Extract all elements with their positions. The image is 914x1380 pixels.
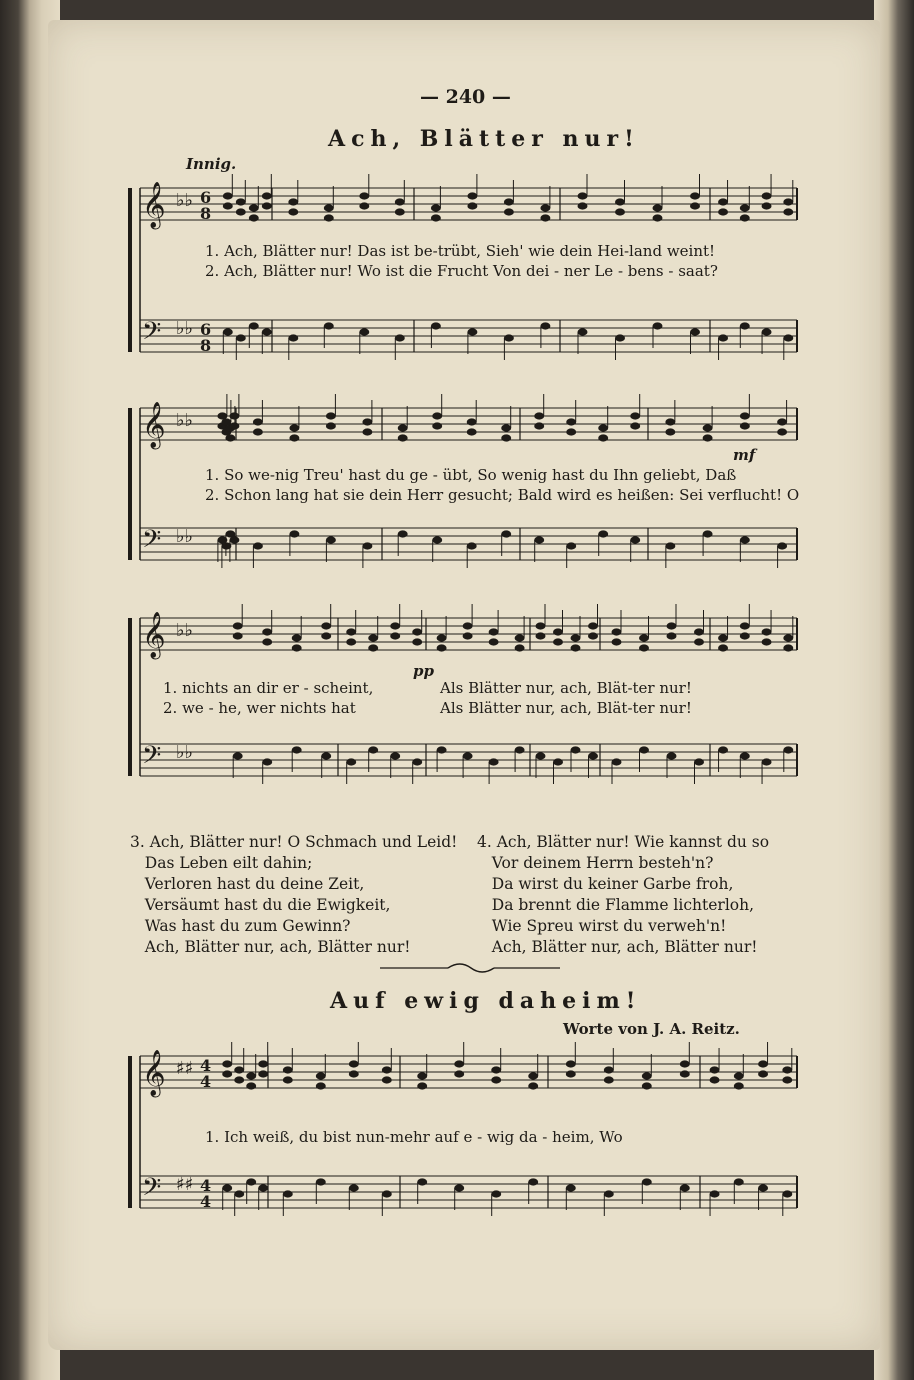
system-4-note [491, 1066, 501, 1073]
system-4-note [349, 1184, 359, 1191]
system-1-note [467, 192, 477, 199]
system-3-note [292, 634, 302, 641]
system-3-note [489, 628, 499, 635]
system-1-note [762, 328, 772, 335]
system-4-note [604, 1066, 614, 1073]
system-3-note [515, 644, 525, 651]
s1-sys1-verse1: 1. Ach, Blätter nur! Das ist be-trübt, Sieh' wie dein Hei-land weint! [205, 242, 716, 260]
system-1-note [540, 204, 550, 211]
system-2-bass-clef-icon: 𝄢 [142, 525, 162, 560]
dynamic-mf: mf [733, 446, 756, 464]
system-3-note [368, 644, 378, 651]
system-4-note [604, 1190, 614, 1197]
time-signature-icon: 6 [200, 188, 212, 207]
system-4-note [349, 1060, 359, 1067]
system-2-note [630, 536, 640, 543]
system-3-note [412, 638, 422, 645]
system-2-note [326, 536, 336, 543]
system-4-note [710, 1076, 720, 1083]
system-2-note [665, 428, 675, 435]
system-3-note [390, 622, 400, 629]
page-number: — 240 — [420, 86, 511, 108]
system-1-key-signature-icon: ♭♭ [176, 190, 193, 211]
system-1-note [762, 192, 772, 199]
system-3-note [412, 758, 422, 765]
system-4-note [283, 1066, 293, 1073]
system-4-note [454, 1070, 464, 1077]
system-3-note [740, 632, 750, 639]
system-4-note [454, 1184, 464, 1191]
system-4-note [316, 1082, 326, 1089]
system-4-note [710, 1190, 720, 1197]
system-4-note [316, 1072, 326, 1079]
system-1-note [395, 208, 405, 215]
system-3-note [321, 632, 331, 639]
system-1-note [223, 202, 233, 209]
system-1-note [262, 328, 272, 335]
system-1-note [249, 204, 259, 211]
time-signature-icon: 4 [200, 1056, 212, 1075]
system-2-note [398, 530, 408, 537]
system-3-note [639, 634, 649, 641]
system-4-note [758, 1060, 768, 1067]
system-3-note [553, 628, 563, 635]
system-4-note [246, 1072, 256, 1079]
system-4-note [566, 1184, 576, 1191]
system-2-brace [128, 408, 132, 560]
system-1-note [615, 334, 625, 341]
system-4-note [758, 1184, 768, 1191]
system-2-note [326, 422, 336, 429]
system-2-note [432, 412, 442, 419]
system-4-note [349, 1070, 359, 1077]
system-4-note [566, 1070, 576, 1077]
time-signature-icon: 4 [200, 1192, 212, 1211]
system-3-note [740, 752, 750, 759]
system-3-note [571, 634, 581, 641]
system-1-note [718, 334, 728, 341]
system-4-note [234, 1066, 244, 1073]
system-3-treble-clef-icon: 𝄞 [142, 612, 166, 658]
verse-4: 4. Ach, Blätter nur! Wie kannst du so Vor deinem Herrn besteh'n? Da wirst du keiner Garbe froh, Da brennt die Flamme lichterloh, Wie Spreu wirst du verweh'n! Ach, Blätter nur, ach, Blätter nur! [477, 833, 770, 956]
system-4-note [234, 1076, 244, 1083]
system-2-note [229, 422, 239, 429]
system-3-note [463, 622, 473, 629]
system-2-note [740, 422, 750, 429]
system-1-note [324, 214, 334, 221]
s1-sys2-verse2: 2. Schon lang hat sie dein Herr gesucht; Bald wird es heißen: Sei verflucht! O [205, 486, 800, 504]
s1-sys1-verse2: 2. Ach, Blätter nur! Wo ist die Frucht Von dei - ner Le - bens - saat? [205, 262, 718, 280]
system-4-note [258, 1070, 268, 1077]
system-3-note [390, 632, 400, 639]
system-2-note [253, 542, 263, 549]
system-2-note [534, 422, 544, 429]
system-2-note [253, 418, 263, 425]
system-3-note [346, 638, 356, 645]
system-4-note [283, 1190, 293, 1197]
system-3-note [762, 628, 772, 635]
system-4-note [710, 1066, 720, 1073]
system-4-note [234, 1190, 244, 1197]
system-1-note [578, 202, 588, 209]
system-1-note [762, 202, 772, 209]
system-2-note [362, 428, 372, 435]
system-1-note [288, 334, 298, 341]
time-signature-icon: 8 [200, 204, 212, 223]
system-3-note [740, 622, 750, 629]
system-3-note [694, 638, 704, 645]
song2-title: Auf ewig daheim! [330, 988, 642, 1014]
system-3-note [694, 628, 704, 635]
system-1-note [540, 322, 550, 329]
system-4-key-signature-icon: ♯♯ [176, 1058, 194, 1079]
system-1-treble-clef-icon: 𝄞 [142, 182, 166, 228]
system-2-note [467, 418, 477, 425]
system-2-note [534, 536, 544, 543]
s1-sys2-verse1: 1. So we-nig Treu' hast du ge - übt, So wenig hast du Ihn geliebt, Daß [205, 466, 737, 484]
system-4-note [782, 1076, 792, 1083]
system-2-note [362, 418, 372, 425]
s1-sys3-verse1b: Als Blätter nur, ach, Blät-ter nur! [440, 679, 692, 697]
system-1-note [690, 328, 700, 335]
system-4-note [382, 1190, 392, 1197]
song1-title: Ach, Blätter nur! [328, 126, 640, 152]
system-2-note [253, 428, 263, 435]
verse-3: 3. Ach, Blätter nur! O Schmach und Leid! Das Leben eilt dahin; Verloren hast du deine Zeit, Versäumt hast du die Ewigkeit, Was hast du zum Gewinn? Ach, Blätter nur, ach, Blätter nur! [130, 833, 458, 956]
system-4-note [382, 1066, 392, 1073]
system-4-note [491, 1190, 501, 1197]
system-2-note [665, 418, 675, 425]
system-1-note [615, 208, 625, 215]
system-1-note [653, 214, 663, 221]
system-2-note [777, 542, 787, 549]
system-4-note [528, 1178, 538, 1185]
system-3-note [639, 644, 649, 651]
system-4-note [734, 1082, 744, 1089]
system-1-note [504, 208, 514, 215]
system-3-note [762, 638, 772, 645]
system-3-note [463, 632, 473, 639]
system-1-note [359, 328, 369, 335]
system-3-note [368, 746, 378, 753]
system-4-note [454, 1060, 464, 1067]
system-4-note [604, 1076, 614, 1083]
system-1-note [540, 214, 550, 221]
system-2-note [566, 428, 576, 435]
system-3-note [437, 634, 447, 641]
system-4-note [734, 1178, 744, 1185]
system-3-note [536, 752, 546, 759]
system-4-note [222, 1060, 232, 1067]
s1-sys3-verse2b: Als Blätter nur, ach, Blät-ter nur! [440, 699, 692, 717]
system-1-note [690, 202, 700, 209]
time-signature-icon: 4 [200, 1176, 212, 1195]
system-3-bass-clef-icon: 𝄢 [142, 741, 162, 776]
system-4-note [680, 1060, 690, 1067]
system-2-note [229, 412, 239, 419]
system-2-note [289, 530, 299, 537]
system-1-note [359, 202, 369, 209]
system-3-note [262, 628, 272, 635]
system-4-note [642, 1072, 652, 1079]
system-3-note [515, 634, 525, 641]
system-4-note [642, 1082, 652, 1089]
system-2-note [229, 536, 239, 543]
system-3-note [571, 746, 581, 753]
system-3-note [233, 622, 243, 629]
system-4-bass-clef-icon: 𝄢 [142, 1173, 162, 1208]
system-1-note [288, 198, 298, 205]
system-2-note [703, 530, 713, 537]
system-1-note [262, 202, 272, 209]
system-2-note [225, 434, 235, 441]
system-3-note [437, 644, 447, 651]
system-1-note [431, 204, 441, 211]
system-4-note [417, 1072, 427, 1079]
system-4-note [222, 1184, 232, 1191]
system-4-note [417, 1178, 427, 1185]
system-2-note [703, 424, 713, 431]
system-4-note [246, 1082, 256, 1089]
system-4-note [642, 1178, 652, 1185]
system-3-note [612, 758, 622, 765]
system-1-note [690, 192, 700, 199]
divider-ornament-icon [448, 964, 494, 972]
system-3-note [612, 628, 622, 635]
system-1-note [718, 208, 728, 215]
system-2-note [326, 412, 336, 419]
system-3-brace [128, 618, 132, 776]
system-1-note [740, 214, 750, 221]
system-4-key-signature-icon: ♯♯ [176, 1174, 194, 1195]
system-2-note [777, 418, 787, 425]
system-2-note [566, 542, 576, 549]
system-4-brace [128, 1056, 132, 1208]
system-2-note [777, 428, 787, 435]
system-2-treble-clef-icon: 𝄞 [142, 402, 166, 448]
system-1-note [262, 192, 272, 199]
system-3-note [536, 632, 546, 639]
system-1-note [431, 322, 441, 329]
system-4-note [680, 1184, 690, 1191]
s1-sys3-verse2a: 2. we - he, wer nichts hat [163, 699, 356, 717]
system-3-note [515, 746, 525, 753]
system-1-note [467, 202, 477, 209]
system-1-note [783, 208, 793, 215]
system-3-note [292, 746, 302, 753]
system-2-note [534, 412, 544, 419]
system-3-note [553, 758, 563, 765]
system-2-key-signature-icon: ♭♭ [176, 410, 193, 431]
system-1-note [615, 198, 625, 205]
system-1-bass-clef-icon: 𝄢 [142, 317, 162, 352]
system-2-note [432, 422, 442, 429]
system-1-note [395, 334, 405, 341]
system-1-note [504, 198, 514, 205]
system-4-note [782, 1190, 792, 1197]
system-1-note [223, 328, 233, 335]
system-1-note [653, 204, 663, 211]
time-signature-icon: 6 [200, 320, 212, 339]
system-3-note [262, 638, 272, 645]
system-3-note [718, 746, 728, 753]
system-1-note [249, 322, 259, 329]
system-1-note [324, 204, 334, 211]
time-signature-icon: 4 [200, 1072, 212, 1091]
system-4-note [491, 1076, 501, 1083]
system-1-brace [128, 188, 132, 352]
system-3-note [262, 758, 272, 765]
system-2-note [398, 424, 408, 431]
system-2-note [703, 434, 713, 441]
system-3-note [233, 632, 243, 639]
system-2-note [598, 434, 608, 441]
system-4-note [680, 1070, 690, 1077]
system-2-note [740, 412, 750, 419]
system-3-note [783, 746, 793, 753]
system-1-note [223, 192, 233, 199]
system-1-note [236, 334, 246, 341]
system-2-note [665, 542, 675, 549]
system-3-note [667, 632, 677, 639]
system-3-note [489, 758, 499, 765]
system-3-note [588, 752, 598, 759]
system-1-note [578, 328, 588, 335]
system-2-note [501, 434, 511, 441]
system-2-note [566, 418, 576, 425]
system-1-note [249, 214, 259, 221]
system-4-note [316, 1178, 326, 1185]
system-3-note [412, 628, 422, 635]
system-3-note [536, 622, 546, 629]
system-1-note [740, 322, 750, 329]
system-1-note [359, 192, 369, 199]
system-2-note [501, 530, 511, 537]
system-3-note [783, 644, 793, 651]
system-3-note [718, 634, 728, 641]
system-4-note [246, 1178, 256, 1185]
system-4-note [417, 1082, 427, 1089]
time-signature-icon: 8 [200, 336, 212, 355]
system-1-note [395, 198, 405, 205]
system-1-key-signature-icon: ♭♭ [176, 318, 193, 339]
song2-credit: Worte von J. A. Reitz. [563, 1020, 740, 1038]
system-2-note [501, 424, 511, 431]
system-3-note [588, 632, 598, 639]
s2-verse1: 1. Ich weiß, du bist nun-mehr auf e - wig da - heim, Wo [205, 1128, 623, 1146]
system-2-note [467, 542, 477, 549]
system-2-note [740, 536, 750, 543]
system-3-note [321, 622, 331, 629]
system-3-note [463, 752, 473, 759]
system-3-note [489, 638, 499, 645]
system-3-note [667, 752, 677, 759]
system-1-note [578, 192, 588, 199]
system-3-note [639, 746, 649, 753]
system-3-note [694, 758, 704, 765]
system-4-note [528, 1082, 538, 1089]
system-4-note [382, 1076, 392, 1083]
system-4-note [566, 1060, 576, 1067]
system-2-note [598, 424, 608, 431]
system-3-note [667, 622, 677, 629]
system-1-note [467, 328, 477, 335]
system-3-note [718, 644, 728, 651]
system-4-note [528, 1072, 538, 1079]
system-1-note [236, 198, 246, 205]
system-4-note [258, 1060, 268, 1067]
system-3-note [571, 644, 581, 651]
system-2-note [289, 434, 299, 441]
system-3-note [553, 638, 563, 645]
system-3-note [292, 644, 302, 651]
system-2-note [467, 428, 477, 435]
system-2-note [289, 424, 299, 431]
system-3-note [368, 634, 378, 641]
system-1-note [236, 208, 246, 215]
system-3-note [612, 638, 622, 645]
dynamic-pp: pp [413, 662, 434, 680]
system-4-note [782, 1066, 792, 1073]
system-1-note [431, 214, 441, 221]
system-2-note [630, 412, 640, 419]
system-3-note [346, 628, 356, 635]
system-4-note [734, 1072, 744, 1079]
system-1-note [740, 204, 750, 211]
system-1-note [504, 334, 514, 341]
system-2-note [630, 422, 640, 429]
system-3-note [346, 758, 356, 765]
system-1-note [783, 198, 793, 205]
system-1-note [783, 334, 793, 341]
tempo-marking: Innig. [186, 155, 237, 173]
system-2-note [362, 542, 372, 549]
system-1-note [288, 208, 298, 215]
system-2-key-signature-icon: ♭♭ [176, 526, 193, 547]
system-2-note [432, 536, 442, 543]
system-4-note [258, 1184, 268, 1191]
system-2-note [598, 530, 608, 537]
system-4-note [283, 1076, 293, 1083]
system-3-note [588, 622, 598, 629]
system-4-note [758, 1070, 768, 1077]
system-1-note [653, 322, 663, 329]
system-3-note [390, 752, 400, 759]
system-4-note [222, 1070, 232, 1077]
system-3-note [762, 758, 772, 765]
system-3-note [437, 746, 447, 753]
s1-sys3-verse1a: 1. nichts an dir er - scheint, [163, 679, 374, 697]
system-3-note [321, 752, 331, 759]
system-2-note [398, 434, 408, 441]
system-3-note [783, 634, 793, 641]
system-4-treble-clef-icon: 𝄞 [142, 1050, 166, 1096]
system-1-note [324, 322, 334, 329]
system-3-note [233, 752, 243, 759]
system-3-key-signature-icon: ♭♭ [176, 620, 193, 641]
system-1-note [718, 198, 728, 205]
system-3-key-signature-icon: ♭♭ [176, 742, 193, 763]
